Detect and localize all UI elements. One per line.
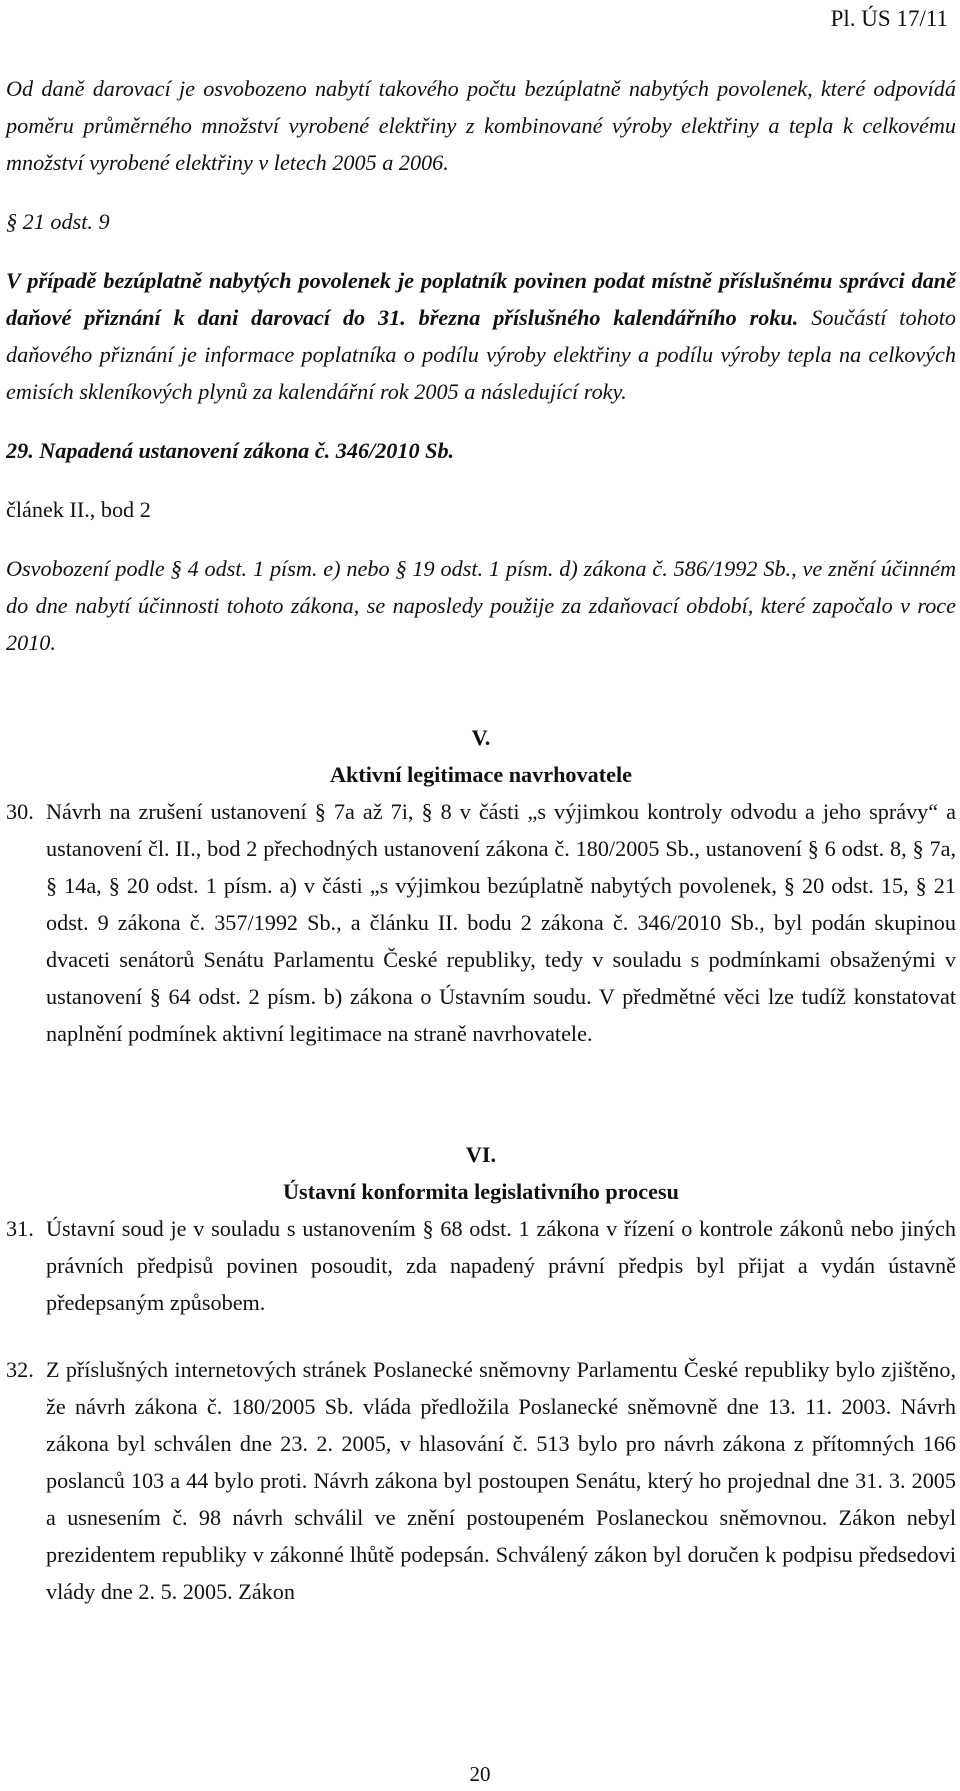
paragraph-number: 32. bbox=[6, 1357, 34, 1382]
paragraph-tax-return bbox=[6, 262, 956, 410]
paragraph-text: Návrh na zrušení ustanovení § 7a až 7i, § 8 v části „s výjimkou kontroly odvodu a jeho správy“ a ustanovení čl. II., bod 2 přechodných ustanovení zákona č. 180/2005 Sb., ustanovení § 6 odst. 8, § 7a, § 14a, § 20 odst. 1 písm. a) v části „s výjimkou bezúplatně nabytých povolenek, § 20 odst. 15, § 21 odst. 9 zákona č. 357/1992 Sb., a článku II. bodu 2 zákona č. 346/2010 Sb., byl podán skupinou dvaceti senátorů Senátu Parlamentu České republiky, tedy v souladu s podmínkami obsaženými v ustanovení § 64 odst. 2 písm. b) zákona o Ústavním soudu. V předmětné věci lze tudíž konstatovat naplnění podmínek aktivní legitimace na straně navrhovatele. bbox=[46, 799, 956, 1046]
heading-29: 29. Napadená ustanovení zákona č. 346/2010 Sb. bbox=[6, 438, 455, 463]
tax-return-content-text: Součástí tohoto daňového přiznání je informace poplatníka o podílu výroby elektřiny a podílu výroby tepla na celkových emisích skleníkových plynů za kalendářní rok 2005 a následující roky. bbox=[6, 305, 957, 404]
page-content bbox=[6, 70, 956, 1610]
exemption-act-effect: , ve znění účinném do dne nabytí účinnosti tohoto zákona, se naposledy použije za zdaňovací období, které započalo v roce 2010. bbox=[6, 556, 956, 655]
section-v-title: Aktivní legitimace navrhovatele bbox=[330, 762, 632, 787]
section-21-heading: § 21 odst. 9 bbox=[6, 209, 110, 234]
case-reference: Pl. ÚS 17/11 bbox=[830, 6, 948, 31]
paragraph-exemption-act bbox=[6, 550, 956, 661]
numbered-paragraph-31 bbox=[6, 1210, 956, 1321]
section-vi-title: Ústavní konformita legislativního procesu bbox=[283, 1179, 679, 1204]
page-number: 20 bbox=[469, 1762, 491, 1786]
tax-return-deadline-text: V případě bezúplatně nabytých povolenek je poplatník povinen podat místně příslušnému správci daně daňové přiznání k dani darovací do 31. března příslušného kalendářního roku. bbox=[6, 268, 956, 330]
numbered-paragraph-32 bbox=[6, 1351, 956, 1610]
numbered-paragraph-30 bbox=[6, 793, 956, 1052]
paragraph-number: 31. bbox=[6, 1216, 34, 1241]
paragraph-text: Ústavní soud je v souladu s ustanovením § 68 odst. 1 zákona v řízení o kontrole zákonů nebo jiných právních předpisů povinen posoudit, zda napadený právní předpis byl přijat a vydán ústavně předepsaným způsobem. bbox=[46, 1216, 956, 1315]
paragraph-number: 30. bbox=[6, 799, 34, 824]
exemption-act-reference: Osvobození podle § 4 odst. 1 písm. e) nebo § 19 odst. 1 písm. d) zákona č. 586/1992 Sb. bbox=[6, 556, 792, 581]
section-v-number: V. bbox=[471, 725, 491, 750]
section-vi-heading bbox=[6, 1136, 956, 1210]
section-vi-number: VI. bbox=[465, 1142, 497, 1167]
article-ii-label: článek II., bod 2 bbox=[6, 497, 151, 522]
paragraph-text: Z příslušných internetových stránek Poslanecké sněmovny Parlamentu České republiky bylo zjištěno, že návrh zákona č. 180/2005 Sb. vláda předložila Poslanecké sněmovně dne 13. 11. 2003. Návrh zákona byl schválen dne 23. 2. 2005, v hlasování č. 513 bylo pro návrh zákona z přítomných 166 poslanců 103 a 44 bylo proti. Návrh zákona byl postoupen Senátu, který ho projednal dne 31. 3. 2005 a usnesením č. 98 návrh schválil ve znění postoupeném Poslaneckou sněmovnou. Zákon nebyl prezidentem republiky v zákonné lhůtě podepsán. Schválený zákon byl doručen k podpisu předsedovi vlády dne 2. 5. 2005. Zákon bbox=[46, 1357, 956, 1604]
section-v-heading bbox=[6, 719, 956, 793]
paragraph-exemption: Od daně darovací je osvobozeno nabytí takového počtu bezúplatně nabytých povolenek, které odpovídá poměru průměrného množství vyrobené elektřiny z kombinované výroby elektřiny a tepla k celkovému množství vyrobené elektřiny v letech 2005 a 2006. bbox=[6, 76, 956, 175]
